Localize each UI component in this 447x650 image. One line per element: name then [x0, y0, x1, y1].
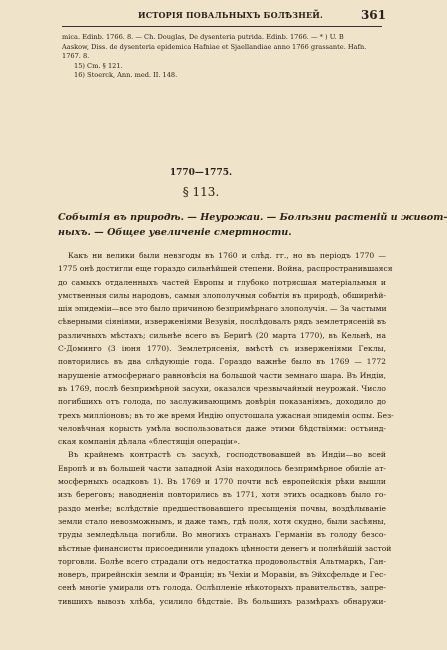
section-subheading: [58, 210, 447, 240]
body-line: повторились въ два слѣдующіе года. Гораздо важнѣе было въ 1769 — 1772: [58, 357, 386, 367]
page-header: [0, 8, 402, 24]
footnote-line: mica. Edinb. 1766. 8. — Ch. Douglas, De dysenteria putrida. Edinb. 1766. — * ) U. B: [62, 33, 344, 41]
footnote-line: 15) Cm. § 121.: [74, 61, 123, 70]
body-line: человѣчная корысть умѣла воспользоваться даже этими бѣдствіями: остъинд-: [58, 423, 386, 433]
footnote-line: 16) Stoerck, Ann. med. II. 148.: [74, 71, 178, 80]
body-line: умственныя силы народовъ, самыя злополучныя событія въ природѣ, обширнѣй-: [58, 290, 386, 300]
subheading-line: Событія въ природѣ. — Неурожаи. — Болѣзни растеній и живот-: [58, 212, 447, 223]
section-number: § 113.: [182, 185, 220, 199]
footnotes: [62, 33, 384, 81]
body-line: Въ крайнемъ контрастѣ съ засухѣ, господствовавшей въ Индіи—во всей: [68, 450, 386, 460]
body-line: погибшихъ отъ голода, по заслуживающимъ довѣрія показаніямъ, доходило до: [58, 397, 386, 407]
page-number: 361: [360, 8, 386, 22]
body-line: торговли. Болѣе всего страдали отъ недостатка продовольствія Альтмаркъ, Ган-: [58, 556, 386, 566]
footnote-line: 1767. 8.: [62, 52, 90, 61]
body-line: раздо менѣе; вслѣдствіе предшествовавшего пресыщенія почвы, воздѣлываніе: [58, 503, 386, 513]
subheading-line: ныхъ. — Общее увеличеніе смертности.: [58, 227, 292, 238]
body-line: мосферныхъ осадковъ 1). Въ 1769 и 1770 почти всѣ европейскія рѣки вышли: [58, 477, 386, 487]
body-line: новеръ, прирейнскія земли и Франція; въ Чехіи и Моравіи, въ Эйхсфельде и Гес-: [58, 570, 386, 580]
body-line: Какъ ни велики были невзгоды въ 1760 и слѣд. гг., но въ періодъ 1770 —: [68, 251, 386, 260]
body-line: вѣстные финансисты присоединили упадокъ цѣнности денегъ и полнѣйшій застой: [58, 543, 392, 553]
body-line: 1775 онѣ достигли еще гораздо сильнѣйшей степени. Война, распространившаяся: [58, 264, 393, 274]
body-line: шія эпидеміи—все это было причиною безпримѣрнаго злополучія. — За частыми: [58, 304, 387, 314]
body-line: С-Доминго (3 іюня 1770). Землетрясенія, вмѣстѣ съ изверженіями Геклы,: [58, 344, 386, 354]
body-line: трехъ милліоновъ; въ то же время Индію опустошала ужасная эпидемія оспы. Без-: [58, 410, 394, 420]
running-head: ИСТОРІЯ ПОВАЛЬНЫХЪ БОЛѢЗНЕЙ.: [138, 10, 324, 20]
body-line: нарушеніе атмосфернаго равновѣсія на большой части земнаго шара. Въ Индіи,: [58, 370, 386, 380]
body-text: [58, 249, 394, 608]
body-line: изъ береговъ; наводненія повторились въ 1771, хотя этихъ осадковъ было го-: [58, 490, 386, 500]
body-line: различныхъ мѣстахъ; сильнѣе всего въ Беригѣ (20 марта 1770), въ Кельнѣ, на: [58, 330, 386, 340]
body-line: ская компанія дѣлала «блестящія операціи».: [58, 437, 241, 447]
body-line: сенѣ многіе умирали отъ голода. Ослѣпленіе нѣкоторыхъ правительствъ, запре-: [58, 583, 386, 593]
header-rule: [62, 26, 382, 27]
body-line: до самыхъ отдаленныхъ частей Европы и глубоко потрясшая матеріальныя и: [58, 277, 386, 287]
body-line: сѣверными сіяніями, изверженіями Везувія, послѣдовалъ рядъ землетрясеній въ: [58, 317, 386, 327]
body-line: труды земледѣльца погибли. Во многихъ странахъ Германіи въ голоду безсо-: [58, 530, 386, 540]
show-through-bleed: [60, 78, 384, 148]
section-years: 1770—1775.: [169, 168, 233, 178]
footnote-line: Aaskow, Diss. de dysenteria epidemica Hafniae et Sjaellandiae anno 1766 grassante. Hafn.: [62, 42, 367, 51]
body-line: Европѣ и въ большей части западной Азіи находилось безпримѣрное обиліе ат-: [58, 463, 386, 473]
body-line: тившихъ вывозъ хлѣба, усилило бѣдствіе. Въ большихъ размѣрахъ обнаружи-: [58, 596, 386, 606]
body-line: земли стало невозможнымъ, и даже тамъ, гдѣ поля, хотя скудно, были засѣяны,: [58, 516, 386, 526]
body-line: въ 1769, послѣ безпримѣрной засухи, оказался чрезвычайный неурожай. Число: [58, 383, 386, 393]
